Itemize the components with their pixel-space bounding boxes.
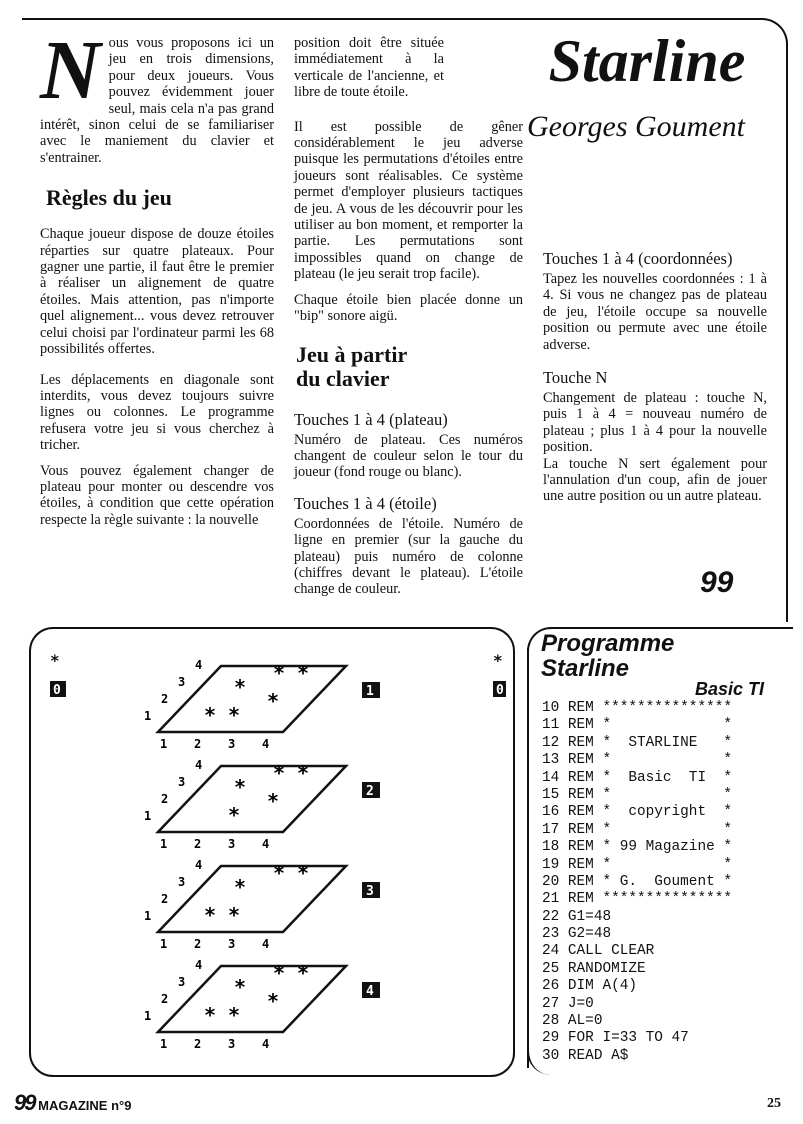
program-language: Basic TI xyxy=(694,679,764,699)
row-label: 1 xyxy=(144,1009,152,1023)
column-label: 1 xyxy=(160,737,168,751)
frame-corner xyxy=(22,18,36,20)
star-icon: * xyxy=(297,861,310,885)
code-line: 30 READ A$ xyxy=(542,1047,629,1064)
program-divider xyxy=(527,648,529,1068)
left-player-symbol: * xyxy=(50,651,60,670)
column-label: 4 xyxy=(262,837,270,851)
star-icon: * xyxy=(234,775,247,799)
star-icon: * xyxy=(297,661,310,685)
star-icon: * xyxy=(297,761,310,785)
subsection-title: Touche N xyxy=(543,368,608,388)
subsection-text: Changement de plateau : touche N, puis 1 à 4 = nouveau numéro de plateau ; plus 1 à 4 pour la nouvelle position. xyxy=(543,390,767,456)
row-label: 3 xyxy=(178,975,186,989)
rules-paragraph: Vous pouvez également changer de plateau pour monter ou descendre vos étoiles, à condition que cette opération respecte la règle suivante : la nouvelle xyxy=(40,462,274,528)
heading-line: Jeu à partir xyxy=(296,341,408,367)
star-icon: * xyxy=(273,861,286,885)
board-1 xyxy=(144,658,380,751)
code-line: 24 CALL CLEAR xyxy=(542,943,655,960)
heading-line: du clavier xyxy=(296,365,390,391)
subsection-title: Touches 1 à 4 (coordonnées) xyxy=(543,249,733,268)
row-label: 4 xyxy=(195,958,203,972)
magazine-badge: 99 xyxy=(700,566,734,599)
row-label: 4 xyxy=(195,758,203,772)
row-label: 2 xyxy=(161,692,169,706)
rules-paragraph: Il est possible de gêner considérablement le jeu adverse puisque les permutations d'étoiles entre joueurs sont réalisables. Ce système permet d'employer plusieurs tactiques de jeu. A vous de les découvrir pour les utiliser au bon moment, et remporter la partie. Les permutations sont impossibles quand on change de plateau (le jeu serait trop facile). xyxy=(294,118,523,283)
board-number: 3 xyxy=(366,884,374,899)
subsection-title: Touches 1 à 4 (étoile) xyxy=(294,493,437,513)
row-label: 2 xyxy=(161,892,169,906)
column-label: 1 xyxy=(160,837,168,851)
code-line: 29 FOR I=33 TO 47 xyxy=(542,1030,689,1047)
star-icon: * xyxy=(234,675,247,699)
code-line: 17 REM * * xyxy=(542,821,732,838)
row-label: 2 xyxy=(161,992,169,1006)
row-label: 1 xyxy=(144,909,152,923)
row-label: 3 xyxy=(178,775,186,789)
star-icon: * xyxy=(273,761,286,785)
row-label: 1 xyxy=(144,809,152,823)
section-heading-keyboard xyxy=(296,343,523,391)
article-author: Georges Goument xyxy=(526,110,745,143)
code-line: 14 REM * Basic TI * xyxy=(542,769,732,786)
subsection-text: La touche N sert également pour l'annulation d'un coup, afin de jouer une autre position ou un autre plateau. xyxy=(543,455,767,505)
code-line: 23 G2=48 xyxy=(542,926,612,943)
star-icon: * xyxy=(228,803,241,827)
star-icon: * xyxy=(267,689,280,713)
code-line: 22 G1=48 xyxy=(542,908,612,925)
right-player-symbol: * xyxy=(493,651,503,670)
magazine-issue: n°9 xyxy=(111,1098,132,1113)
board-outline xyxy=(158,666,346,732)
code-line: 28 AL=0 xyxy=(542,1013,603,1030)
star-icon: * xyxy=(204,703,217,727)
program-title-line: Programme xyxy=(541,630,675,657)
page-number: 25 xyxy=(767,1096,781,1111)
rules-paragraph: Chaque joueur dispose de douze étoiles réparties sur quatre plateaux. Pour gagner une partie, il faut être le premier à réaliser un alignement de quatre étoiles. Mais attention, pas n'importe quel alignement... vous devez retrouver celui choisi par l'ordinateur parmi les 68 possibilités offertes. xyxy=(40,226,274,358)
column-3 xyxy=(543,183,767,514)
magazine-name: MAGAZINE xyxy=(38,1098,108,1113)
star-icon: * xyxy=(228,903,241,927)
column-label: 3 xyxy=(228,1037,236,1051)
board-outline xyxy=(158,866,346,932)
board-2 xyxy=(144,758,380,851)
star-icon: * xyxy=(297,961,310,985)
rules-paragraph: Chaque étoile bien placée donne un "bip" sonore aigü. xyxy=(294,291,523,325)
star-icon: * xyxy=(273,661,286,685)
intro-text: ous vous proposons ici un jeu en trois dimensions, pour deux joueurs. Vous pouvez évidemment jouer seul, mais cela n'a pas grand intérêt, sinon celui de se familiariser avec le maniement du clavier et s'entrainer. xyxy=(40,35,274,166)
section-heading-rules: Règles du jeu xyxy=(46,185,172,211)
subsection-text: Coordonnées de l'étoile. Numéro de ligne en premier (sur la gauche du plateau) puis numéro de colonne (chiffres devant le plateau). L'étoile change de couleur. xyxy=(294,515,523,598)
column-label: 4 xyxy=(262,1037,270,1051)
code-line: 10 REM *************** xyxy=(542,700,732,716)
star-icon: * xyxy=(273,961,286,985)
column-label: 4 xyxy=(262,737,270,751)
intro-paragraph xyxy=(40,24,274,166)
row-label: 3 xyxy=(178,875,186,889)
code-line: 12 REM * STARLINE * xyxy=(542,734,732,751)
rules-paragraph: position doit être située immédiatement à la verticale de l'ancienne, et libre de toute étoile. xyxy=(294,35,444,101)
rules-paragraph: Les déplacements en diagonale sont interdits, vous devez toujours suivre lignes ou colonnes. Le programme refusera votre jeu si vous cherchez à tricher. xyxy=(40,371,274,454)
star-icon: * xyxy=(228,1003,241,1027)
column-label: 2 xyxy=(194,937,202,951)
column-label: 3 xyxy=(228,737,236,751)
column-1 xyxy=(40,24,274,537)
row-label: 4 xyxy=(195,658,203,672)
subsection-title: Touches 1 à 4 (plateau) xyxy=(294,409,448,429)
column-label: 2 xyxy=(194,837,202,851)
row-label: 3 xyxy=(178,675,186,689)
subsection-text: Numéro de plateau. Ces numéros changent de couleur selon le tour du joueur (fond rouge ou blanc). xyxy=(294,431,523,481)
row-label: 1 xyxy=(144,709,152,723)
code-line: 26 DIM A(4) xyxy=(542,978,637,995)
column-label: 3 xyxy=(228,837,236,851)
program-title xyxy=(541,631,674,681)
code-line: 20 REM * G. Goument * xyxy=(542,873,732,890)
column-label: 4 xyxy=(262,937,270,951)
code-line: 25 RANDOMIZE xyxy=(542,960,646,977)
article-title: Starline xyxy=(548,28,746,94)
boards-group xyxy=(144,658,380,1051)
row-label: 2 xyxy=(161,792,169,806)
column-label: 3 xyxy=(228,937,236,951)
code-line: 15 REM * * xyxy=(542,786,732,803)
star-icon: * xyxy=(228,703,241,727)
magazine-footer xyxy=(14,1090,131,1116)
subsection-text: Tapez les nouvelles coordonnées : 1 à 4. Si vous ne changez pas de plateau de jeu, l'étoile occupe sa nouvelle position ou permute avec une étoile adverse. xyxy=(543,271,767,353)
right-score: 0 xyxy=(496,683,504,698)
code-line: 19 REM * * xyxy=(542,856,732,873)
star-icon: * xyxy=(234,975,247,999)
code-line: 18 REM * 99 Magazine * xyxy=(542,839,732,856)
program-title-line: Starline xyxy=(541,655,630,682)
column-label: 2 xyxy=(194,1037,202,1051)
column-label: 2 xyxy=(194,737,202,751)
star-icon: * xyxy=(234,875,247,899)
board-number: 2 xyxy=(366,784,374,799)
program-listing xyxy=(542,700,732,1065)
star-icon: * xyxy=(267,789,280,813)
board-3 xyxy=(144,858,380,951)
magazine-logo: 99 xyxy=(14,1090,35,1115)
row-label: 4 xyxy=(195,858,203,872)
code-line: 13 REM * * xyxy=(542,752,732,769)
board-outline xyxy=(158,966,346,1032)
board-number: 4 xyxy=(366,984,374,999)
code-line: 21 REM *************** xyxy=(542,891,732,908)
code-line: 11 REM * * xyxy=(542,717,732,734)
star-icon: * xyxy=(204,903,217,927)
code-line: 16 REM * copyright * xyxy=(542,804,732,821)
column-2 xyxy=(294,35,523,607)
star-icon: * xyxy=(204,1003,217,1027)
board-outline xyxy=(158,766,346,832)
star-icon: * xyxy=(267,989,280,1013)
column-label: 1 xyxy=(160,1037,168,1051)
code-line: 27 J=0 xyxy=(542,995,594,1012)
board-number: 1 xyxy=(366,684,374,699)
drop-cap: N xyxy=(40,24,101,117)
column-label: 1 xyxy=(160,937,168,951)
game-screen-illustration xyxy=(36,640,506,1060)
board-4 xyxy=(144,958,380,1051)
left-score: 0 xyxy=(53,683,61,698)
